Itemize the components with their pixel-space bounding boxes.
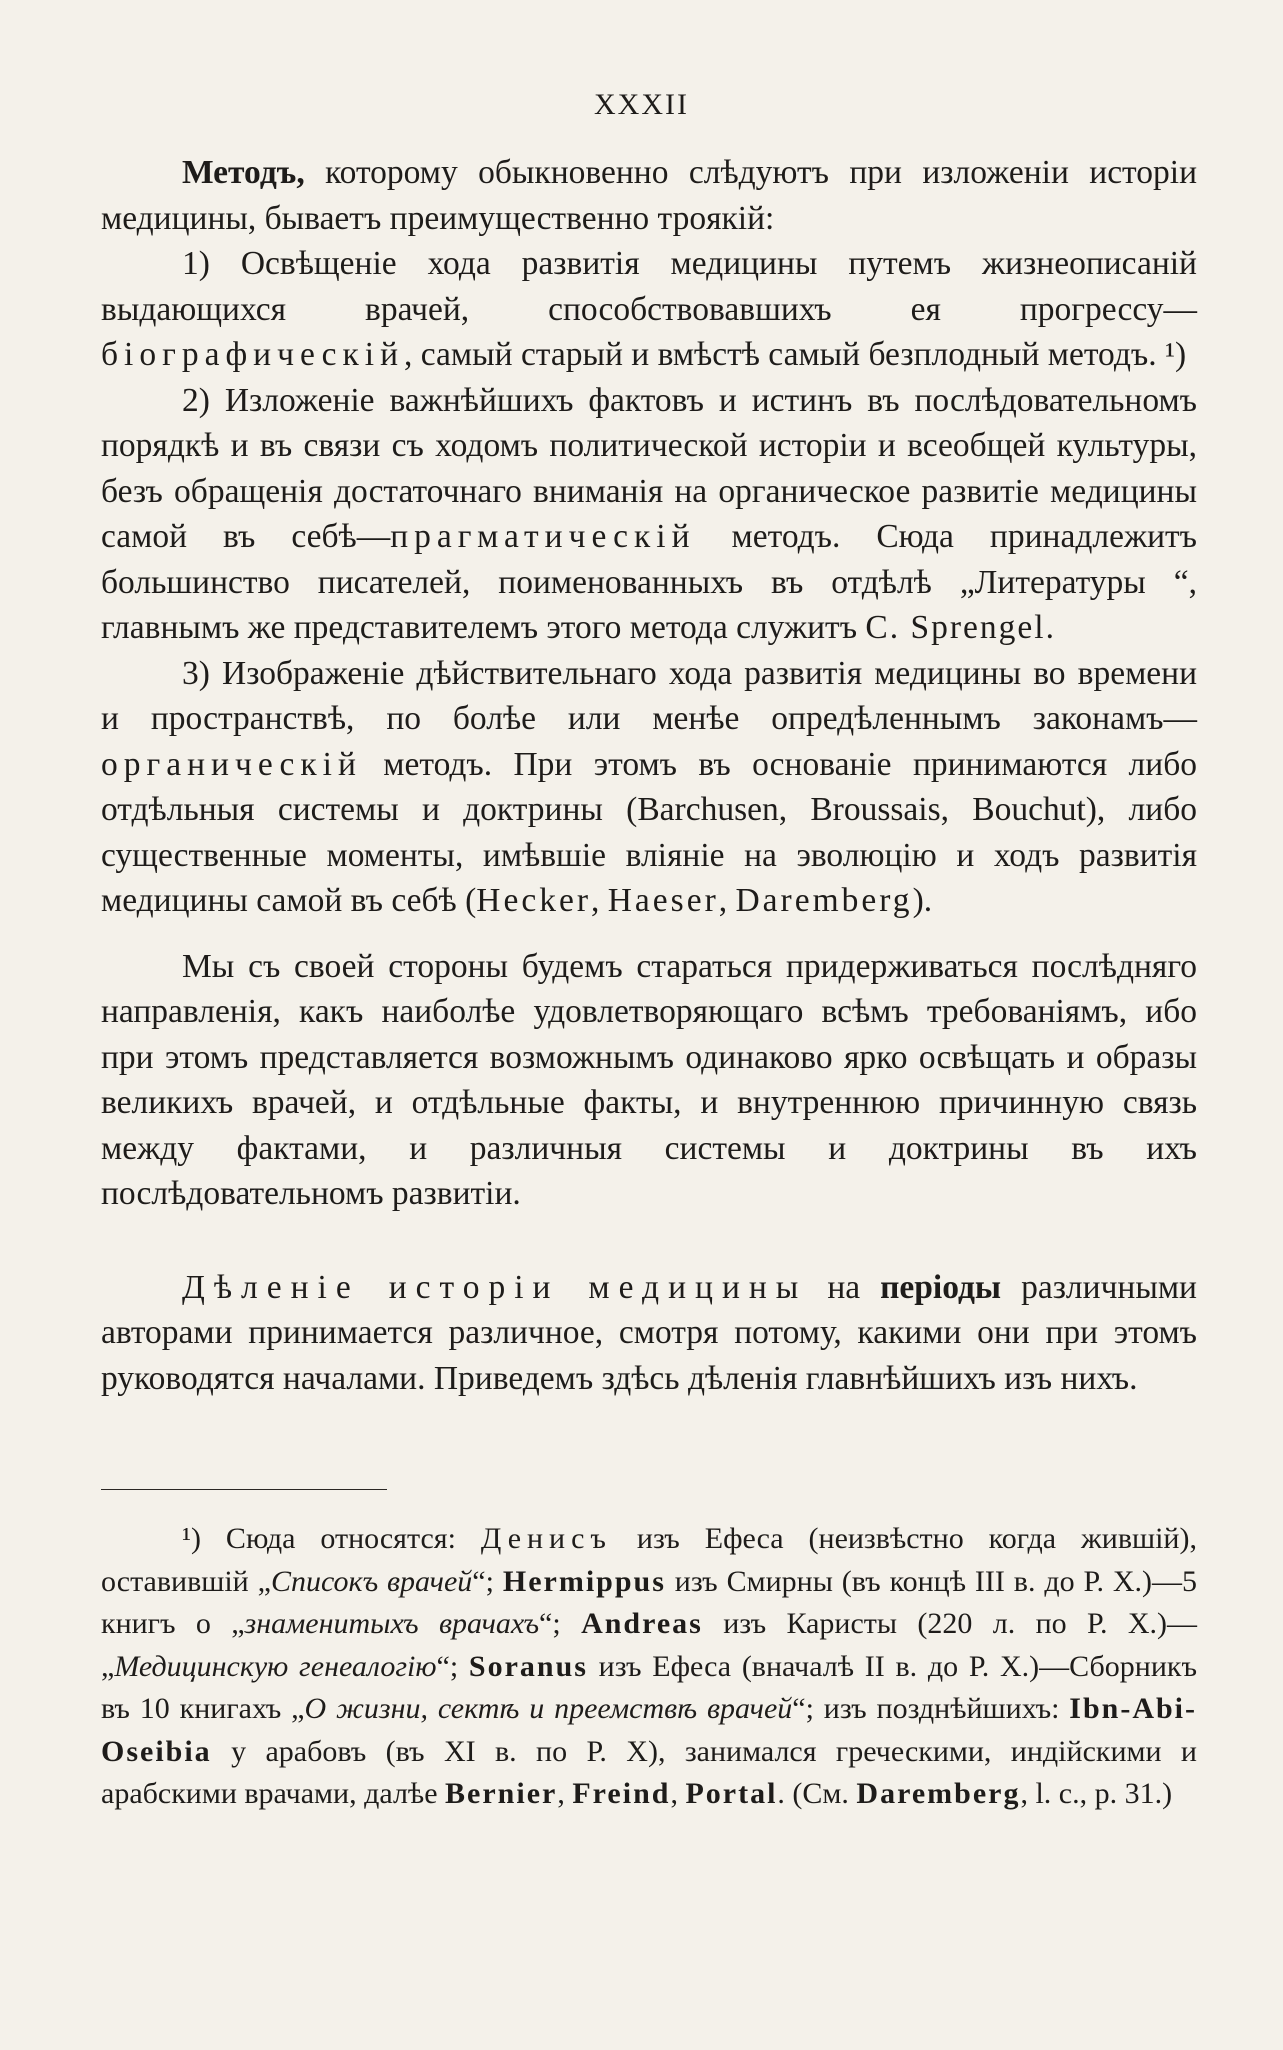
fn-text: “; [472,1564,503,1598]
author-sprengel: C. Sprengel [865,609,1046,646]
fn-name-freind: Freind [572,1777,671,1810]
fn-text: изъ Смирны (въ концѣ III в. до Р. Х.)—5 книгъ о „ [101,1564,1198,1640]
periods-text-mid: на [807,1268,881,1306]
periods-term: періоды [880,1268,1002,1306]
fn-text: у арабовъ (въ XI в. по Р. Х), занимался греческими, индійскими и арабскими врачами, далѣе [101,1734,1197,1810]
footnote-ref: ¹) [1164,336,1187,373]
item2-text-a: 2) Изложеніе важнѣйшихъ фактовъ и истинъ въ послѣдовательномъ порядкѣ и въ связи съ ходомъ политической исторіи и всеобщей культуры, безъ обращенія достаточнаго вниманія на органическое развитіе медицины самой въ себѣ— [101,381,1197,555]
item2-text-c: . [1045,609,1054,646]
fn-title-3: Медицинскую генеалогію [114,1649,437,1683]
organic-term: органическій [101,745,362,783]
footnote-divider [101,1489,387,1490]
biographical-term: біографическій [101,336,405,373]
page-number: XXXII [594,88,689,121]
item3-sep-1: , [590,882,608,919]
item3-sep-2: , [718,882,736,919]
periods-text-rest: различными авторами принимается различное, смотря потому, какими они при этомъ руководятся началами. Приведемъ здѣсь дѣленія главнѣйшихъ изъ нихъ. [101,1268,1197,1397]
main-text [101,150,1197,1401]
item3-text-c: ). [912,882,933,919]
intro-text: которому обыкновенно слѣдуютъ при изложеніи исторіи медицины, бываетъ преимущественно трoякій: [101,154,1197,237]
item1-text-a: 1) Освѣщеніе хода развитія медицины путемъ жизнеописаній выдающихся врачей, способствовавшихъ ея прогрессу— [101,245,1197,328]
fn-text: изъ Ефеса (вначалѣ II в. до Р. Х.)—Сборникъ въ 10 книгахъ „ [101,1649,1197,1725]
fn-text: “; [539,1607,582,1640]
item3-text-a: 3) Изображеніе дѣйствительнаго хода развитія медицины во времени и пространствѣ, по болѣе или менѣе опредѣленнымъ законамъ— [101,654,1197,737]
fn-text: , [670,1777,686,1810]
author-daremberg: Daremberg [735,882,913,919]
fn-text: . (См. [777,1777,857,1810]
fn-title-1: Списокъ врачей [270,1564,473,1598]
item1-text-b: , самый старый и вмѣстѣ самый безплодный методъ. [404,336,1165,373]
fn-name-hermippus: Hermippus [502,1564,666,1598]
fn-name-soranus: Soranus [468,1649,588,1683]
fn-text: “; [436,1649,469,1683]
paragraph-stance: Мы съ своей стороны будемъ стараться придерживаться послѣдняго направленія, какъ наиболѣе удовлетворяющаго всѣмъ требованіямъ, ибо при этомъ представляется возможнымъ одинаково ярко освѣщать и образы великихъ врачей, и отдѣльные факты, и внутреннюю причинную связь между фактами, и различныя системы и доктрины въ ихъ послѣдовательномъ развитіи. [101,947,1197,1212]
fn-name-ibn-abi-oseibia: Ibn-Abi-Oseibia [101,1692,1197,1768]
fn-name-bernier: Bernier [445,1777,558,1810]
fn-text: , l. c., p. 31.) [1020,1777,1173,1810]
paragraph-periods [101,1265,1197,1402]
fn-title-2: знаменитыхъ врачахъ [244,1607,540,1640]
periods-spaced-term: Дѣленіе исторіи медицины [182,1268,808,1306]
fn-name-andreas: Andreas [581,1607,703,1640]
fn-name-daremberg: Daremberg [856,1777,1021,1810]
method-term: Методъ, [182,154,305,191]
paragraph-method-2 [101,378,1197,651]
pragmatic-term: прагматическій [390,518,696,555]
paragraph-method-1 [101,241,1197,378]
footnote-1 [101,1518,1197,1816]
footnote-marker: ¹) [182,1522,201,1555]
item2-text-b: методъ. Сюда принадлежитъ большинство писателей, поименованныхъ въ отдѣлѣ „Литературы “, главнымъ же представителемъ этого метода служитъ [101,518,1197,646]
fn-text: изъ Ефеса (неизвѣстно когда жившій), оставившій „ [101,1522,1197,1598]
fn-text: изъ Каристы (220 л. по Р. Х.)—„ [101,1607,1197,1683]
fn-title-4: О жизни, сектѣ и преемствѣ врачей [304,1692,793,1725]
author-haeser: Haeser [607,882,719,919]
fn-text: “; изъ позднѣйшихъ: [792,1692,1070,1725]
fn-name-portal: Portal [685,1777,778,1810]
paragraph-method-intro [101,150,1197,241]
author-hecker: Hecker [476,882,591,919]
fn-text: , [557,1777,573,1810]
paragraph-method-3 [101,651,1197,924]
footnote [101,1518,1197,1816]
fn-name-denis: Денисъ [480,1522,612,1555]
fn-text: Сюда относятся: [200,1522,481,1555]
item3-text-b: методъ. При этомъ въ основаніе принимаются либо отдѣльныя системы и доктрины (Barchusen, Broussais, Bouchut), либо существенные моменты, имѣвшіе вліяніе на эволюцію и ходъ развитія медицины самой въ себѣ ( [101,745,1197,919]
